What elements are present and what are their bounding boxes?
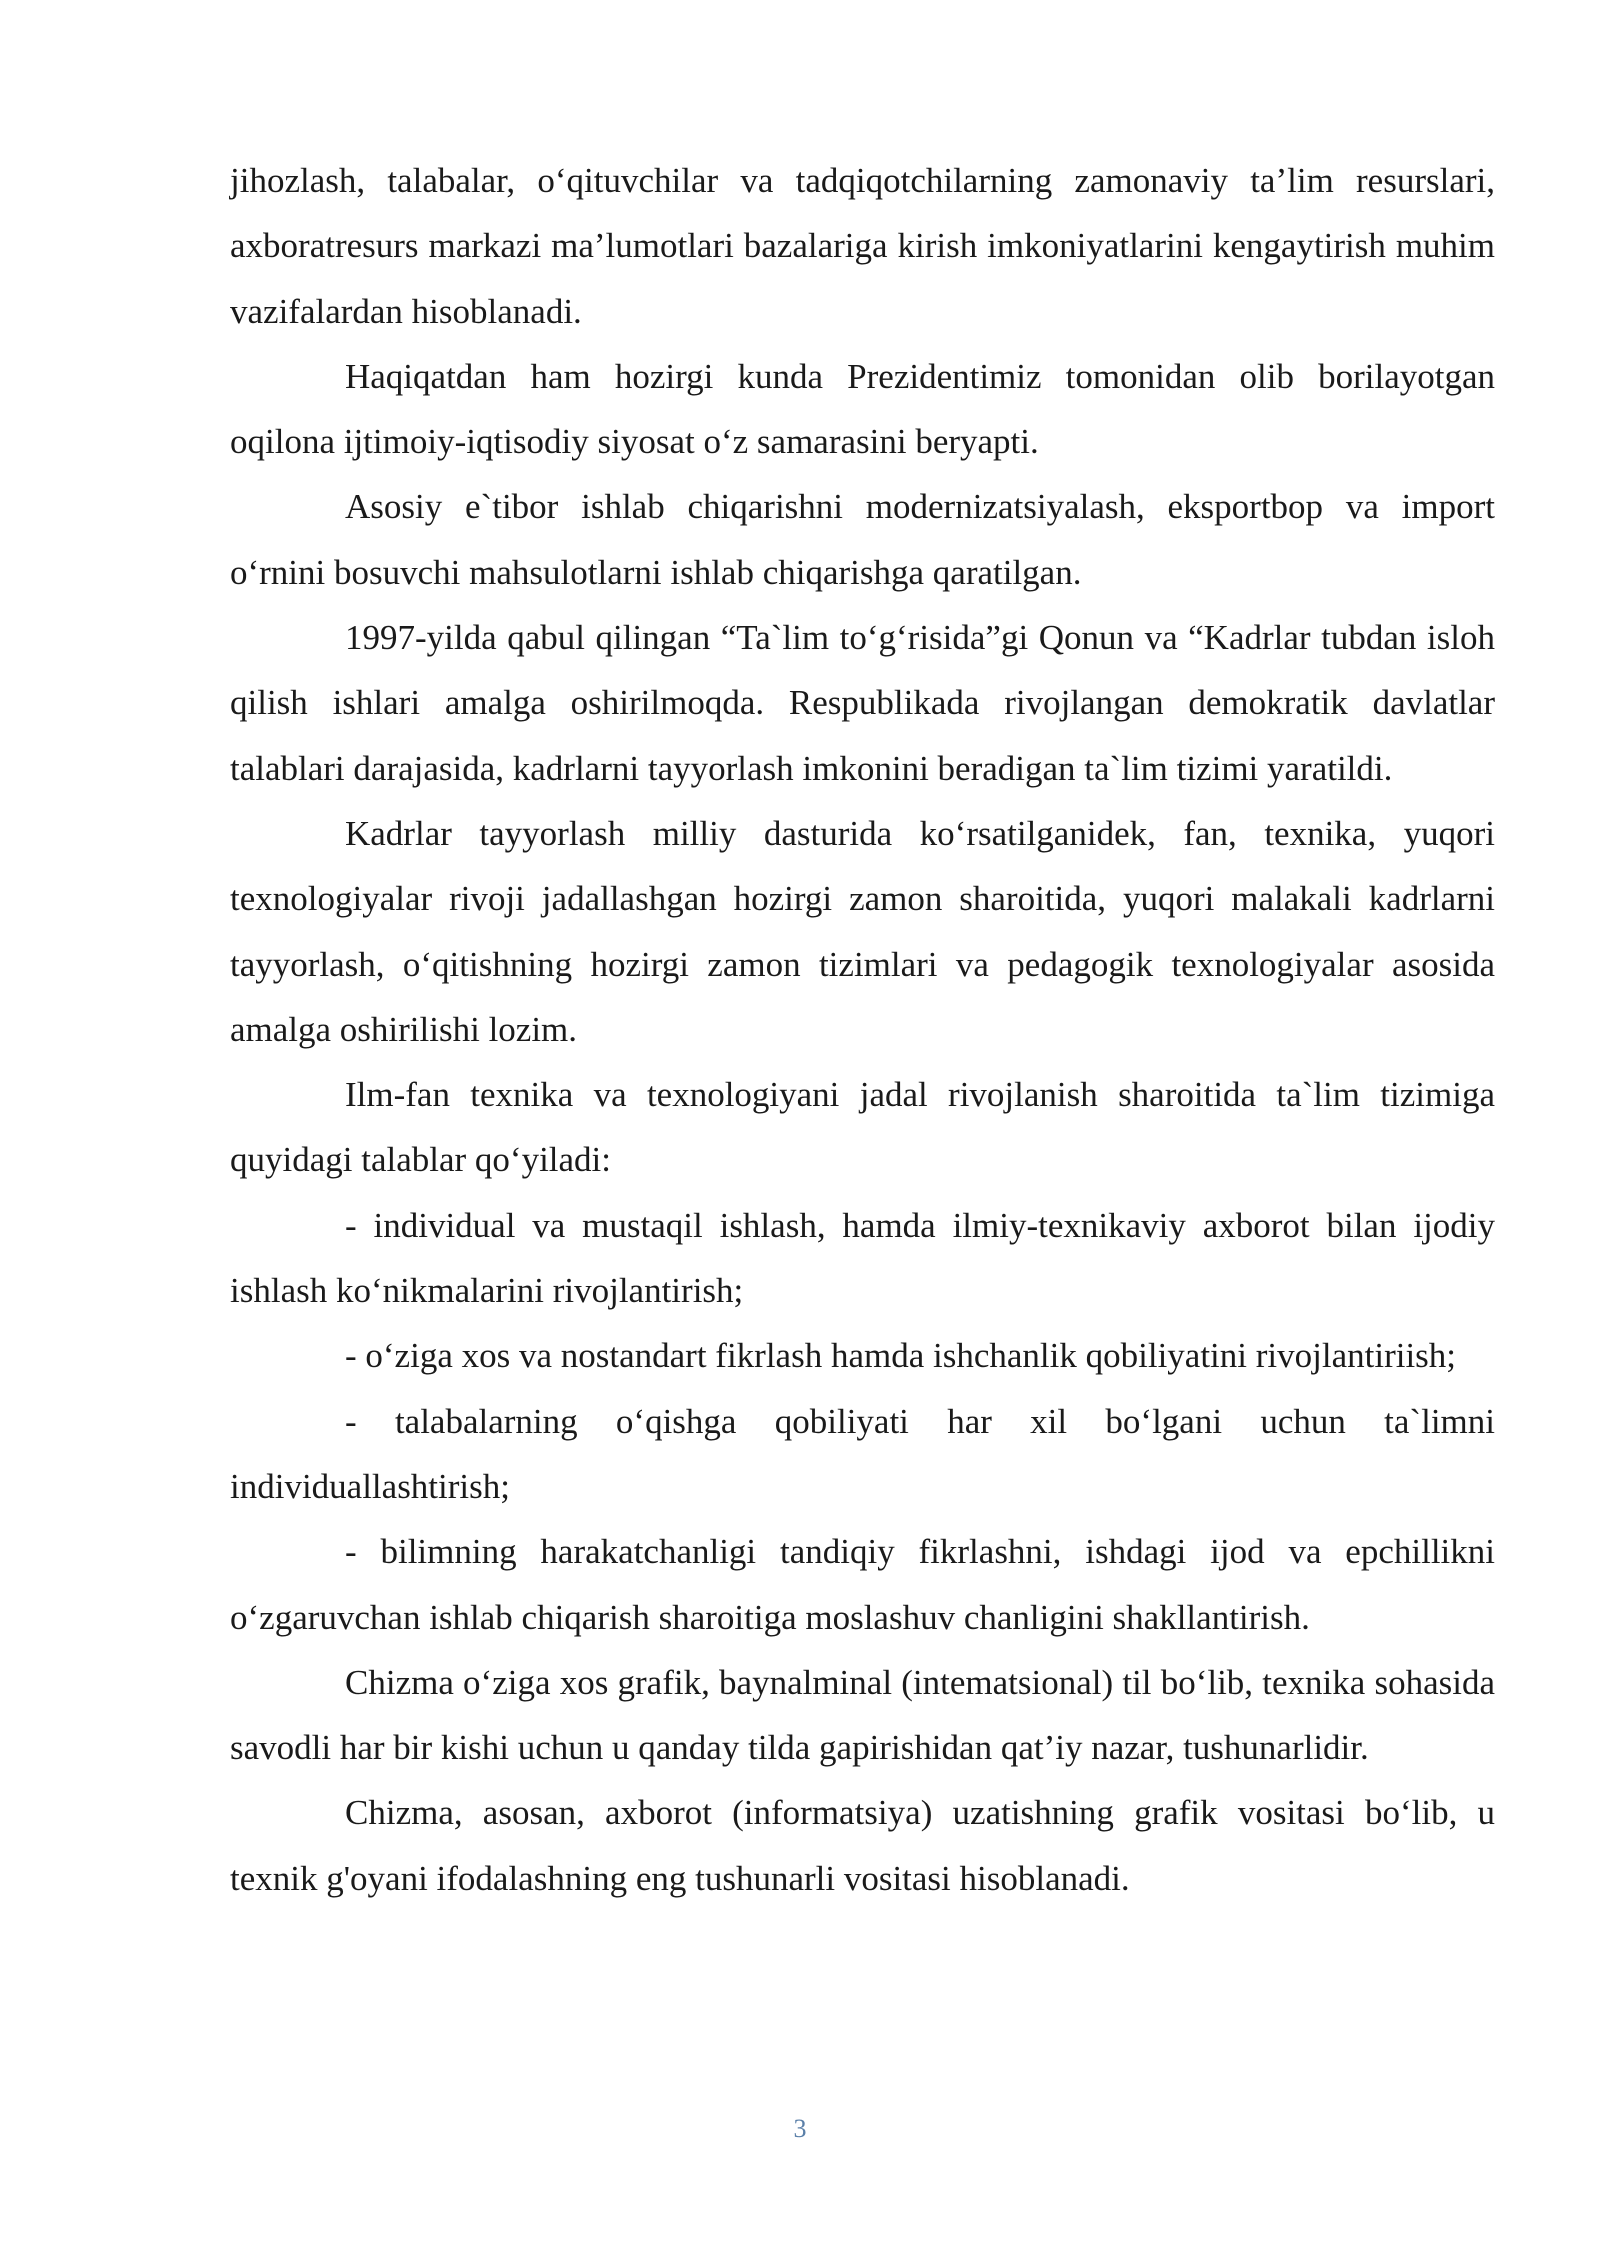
paragraph-1: jihozlash, talabalar, o‘qituvchilar va tadqiqotchilarning zamonaviy ta’lim resurslari, axboratresurs markazi ma’lumotlari bazalariga kirish imkoniyatlarini kengaytirish muhim vazifalardan hisoblanadi. <box>230 161 1495 331</box>
paragraph-5: Kadrlar tayyorlash milliy dasturida ko‘rsatilganidek, fan, texnika, yuqori texnologiyalar rivoji jadallashgan hozirgi zamon sharoitida, yuqori malakali kadrlarni tayyorlash, o‘qitishning hozirgi zamon tizimlari va pedagogik texnologiyalar asosida amalga oshirilishi lozim. <box>230 813 1495 1049</box>
list-item-4: - bilimning harakatchanligi tandiqiy fikrlashni, ishdagi ijod va epchillikni o‘zgaruvchan ishlab chiqarish sharoitiga moslashuv chanligini shakllantirish. <box>230 1532 1495 1637</box>
paragraph-2: Haqiqatdan ham hozirgi kunda Prezidentimiz tomonidan olib borilayotgan oqilona ijtimoiy-iqtisodiy siyosat o‘z samarasini beryapti. <box>230 356 1495 462</box>
list-item-3: - talabalarning o‘qishga qobiliyati har xil bo‘lgani uchun ta`limni individuallashtirish; <box>230 1401 1495 1506</box>
list-item-1: - individual va mustaqil ishlash, hamda ilmiy-texnikaviy axborot bilan ijodiy ishlash ko‘nikmalarini rivojlantirish; <box>230 1205 1495 1311</box>
paragraph-7: Chizma o‘ziga xos grafik, baynalminal (intematsional) til bo‘lib, texnika sohasida savodli har bir kishi uchun u qanday tilda gapirishidan qat’iy nazar, tushunarlidir. <box>230 1662 1495 1768</box>
page-number: 3 <box>793 2114 807 2143</box>
paragraph-6: Ilm-fan texnika va texnologiyani jadal rivojlanish sharoitida ta`lim tizimiga quyidagi talablar qo‘yiladi: <box>230 1075 1495 1180</box>
paragraph-3: Asosiy e`tibor ishlab chiqarishni modernizatsiyalash, eksportbop va import o‘rnini bosuvchi mahsulotlarni ishlab chiqarishga qaratilgan. <box>230 487 1495 592</box>
body-text <box>230 148 1495 1911</box>
paragraph-4: 1997-yilda qabul qilingan “Ta`lim to‘g‘risida”gi Qonun va “Kadrlar tubdan isloh qilish ishlari amalga oshirilmoqda. Respublikada rivojlangan demokratik davlatlar talablari darajasida, kadrlarni tayyorlash imkonini beradigan ta`lim tizimi yaratildi. <box>230 618 1495 788</box>
list-item-2: - o‘ziga xos va nostandart fikrlash hamda ishchanlik qobiliyatini rivojlantiriish; <box>345 1336 1457 1376</box>
paragraph-8: Chizma, asosan, axborot (informatsiya) uzatishning grafik vositasi bo‘lib, u texnik g'oyani ifodalashning eng tushunarli vositasi hisoblanadi. <box>230 1793 1495 1898</box>
